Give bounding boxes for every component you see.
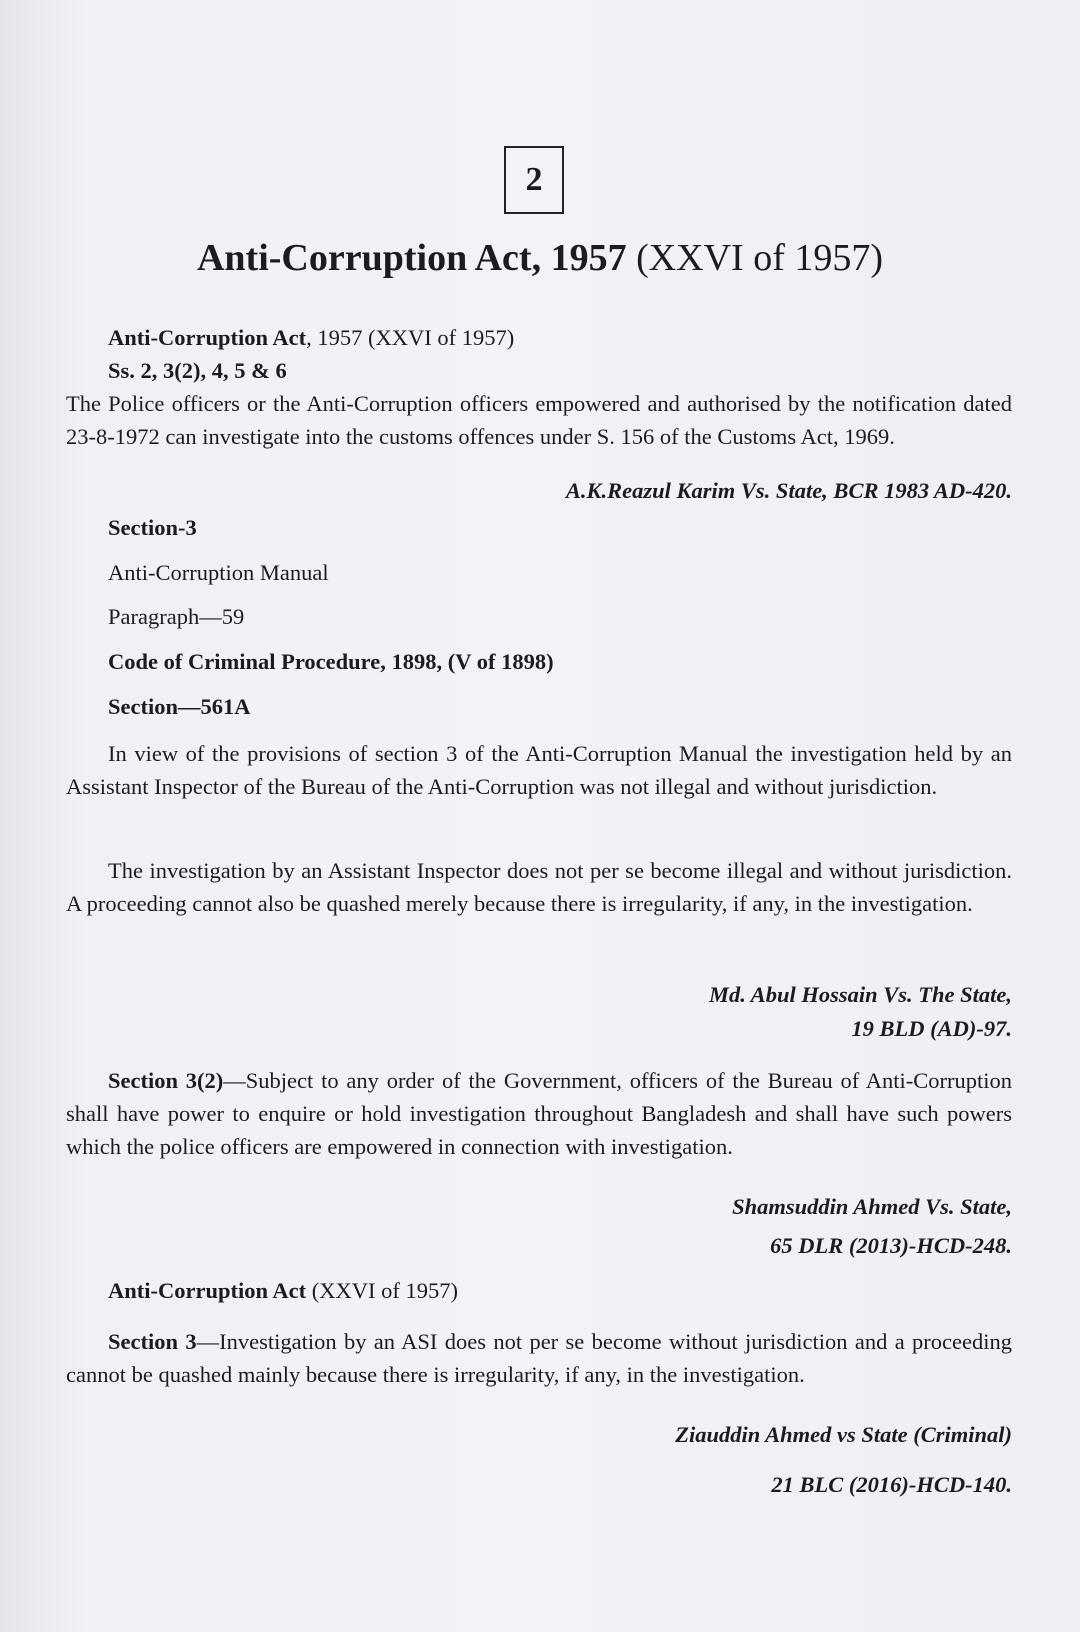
entry1-sections: Ss. 2, 3(2), 4, 5 & 6 [108, 358, 287, 383]
entry4-body [66, 1325, 1012, 1391]
entry1-act-rest: , 1957 (XXVI of 1957) [306, 325, 515, 350]
entry2-code-section: Section—561A [108, 694, 251, 719]
entry4-citation1: Ziauddin Ahmed vs State (Criminal) [675, 1422, 1012, 1447]
entry3-body-text: —Subject to any order of the Government, officers of the Bureau of Anti-Corruption shall have power to enquire or hold investigation throughout Bangladesh and shall have such powers which the police officers are empowered in connection with investigation. [66, 1068, 1012, 1159]
entry2-citation2: 19 BLD (AD)-97. [851, 1016, 1012, 1041]
entry4-citation2: 21 BLC (2016)-HCD-140. [771, 1472, 1012, 1497]
chapter-number: 2 [525, 161, 543, 198]
entry2-paragraph: Paragraph—59 [108, 604, 245, 629]
title-main: Anti-Corruption Act, 1957 [196, 237, 627, 279]
entry4-section-bold: Section 3 [108, 1329, 197, 1354]
entry2-manual: Anti-Corruption Manual [108, 560, 329, 585]
entry1-citation: A.K.Reazul Karim Vs. State, BCR 1983 AD-420. [565, 478, 1012, 503]
entry1-act-heading [108, 321, 514, 354]
entry3-citation2: 65 DLR (2013)-HCD-248. [770, 1233, 1012, 1258]
entry1-act-bold: Anti-Corruption Act [108, 325, 307, 350]
entry4-act-bold: Anti-Corruption Act [108, 1278, 307, 1303]
entry2-body1: In view of the provisions of section 3 of the Anti-Corruption Manual the investigation held by an Assistant Inspector of the Bureau of the Anti-Corruption was not illegal and without jurisdiction. [66, 741, 1012, 799]
entry3-citation1: Shamsuddin Ahmed Vs. State, [732, 1194, 1012, 1219]
entry1-body: The Police officers or the Anti-Corruption officers empowered and authorised by the notification dated 23-8-1972 can investigate into the customs offences under S. 156 of the Customs Act, 1969. [66, 391, 1012, 449]
entry4-act-rest: (XXVI of 1957) [306, 1278, 458, 1303]
title-paren: (XXVI of 1957) [636, 237, 884, 279]
entry2-code: Code of Criminal Procedure, 1898, (V of 1898) [108, 649, 554, 674]
chapter-title [0, 236, 1080, 280]
chapter-number-box [504, 146, 564, 214]
entry4-body-text: —Investigation by an ASI does not per se become without jurisdiction and a proceeding cannot be quashed mainly because there is irregularity, if any, in the investigation. [66, 1329, 1013, 1387]
entry3-body [66, 1064, 1012, 1163]
entry2-section: Section-3 [108, 515, 197, 540]
entry4-act-heading [108, 1274, 458, 1307]
entry2-citation1: Md. Abul Hossain Vs. The State, [709, 982, 1012, 1007]
entry3-section-bold: Section 3(2) [108, 1068, 224, 1093]
entry2-body2: The investigation by an Assistant Inspector does not per se become illegal and without jurisdiction. A proceeding cannot also be quashed merely because there is irregularity, if any, in the investigation. [66, 858, 1012, 916]
